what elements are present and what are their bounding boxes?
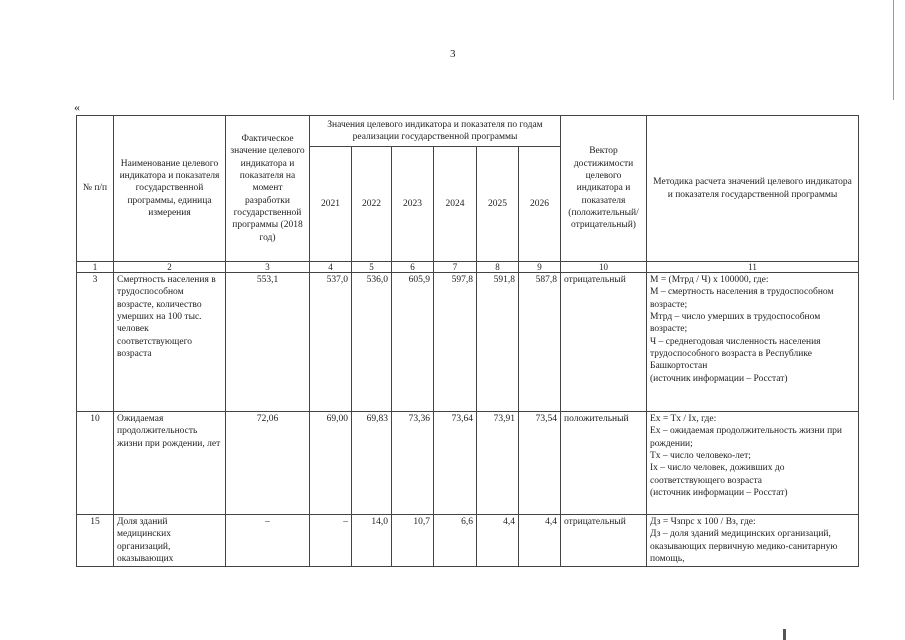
- fact-value: 553,1: [226, 273, 310, 412]
- year-value: 4,4: [477, 515, 519, 567]
- method-line: Мтрд – число умерших в трудоспособном возрасте;: [650, 312, 821, 335]
- fact-value: 72,06: [226, 412, 310, 515]
- method-description: [647, 412, 859, 515]
- method-line: Ix – число человек, доживших до соответствующего возраста: [650, 463, 785, 486]
- method-line: Ex = Tx / Ix, где:: [650, 414, 717, 424]
- column-number: 10: [561, 262, 647, 273]
- header-fact: Фактическое значение целевого индикатора и показателя на момент разработки государственной программы (2018 год): [226, 116, 310, 262]
- header-years-group: Значения целевого индикатора и показателя по годам реализации государственной программы: [310, 116, 561, 147]
- header-year: 2023: [392, 147, 434, 262]
- scan-edge-line: [893, 0, 894, 100]
- method-line: Дз = Чзпрс х 100 / Вз, где:: [650, 517, 756, 527]
- year-value: 73,64: [434, 412, 477, 515]
- column-numbers-row: [77, 262, 859, 273]
- method-line: Дз – доля зданий медицинских организаций, оказывающих первичную медико-санитарную помощь,: [650, 529, 838, 565]
- header-year: 2025: [477, 147, 519, 262]
- method-description: [647, 273, 859, 412]
- year-value: 73,91: [477, 412, 519, 515]
- column-number: 9: [519, 262, 561, 273]
- indicators-table: [76, 115, 859, 567]
- year-value: –: [310, 515, 352, 567]
- column-number: 6: [392, 262, 434, 273]
- header-vector: Вектор достижимости целевого индикатора и показателя (положительный/ отрицательный): [561, 116, 647, 262]
- row-number: 10: [77, 412, 114, 515]
- method-line: М = (Мтрд / Ч) х 100000, где:: [650, 275, 769, 285]
- column-number: 1: [77, 262, 114, 273]
- table-row: [77, 515, 859, 567]
- method-line: (источник информации – Росстат): [650, 373, 788, 384]
- year-value: 591,8: [477, 273, 519, 412]
- vector-value: отрицательный: [561, 273, 647, 412]
- column-number: 7: [434, 262, 477, 273]
- column-number: 8: [477, 262, 519, 273]
- indicator-name: Смертность населения в трудоспособном возрасте, количество умерших на 100 тыс. человек соответствующего возраста: [114, 273, 226, 412]
- indicator-name: Ожидаемая продолжительность жизни при рождении, лет: [114, 412, 226, 515]
- year-value: 536,0: [352, 273, 392, 412]
- header-method: Методика расчета значений целевого индикатора и показателя государственной программы: [647, 116, 859, 262]
- method-line: М – смертность населения в трудоспособном возрасте;: [650, 287, 834, 310]
- table-row: [77, 273, 859, 412]
- header-row: [77, 116, 859, 147]
- year-value: 69,83: [352, 412, 392, 515]
- year-value: 537,0: [310, 273, 352, 412]
- row-number: 3: [77, 273, 114, 412]
- year-value: 10,7: [392, 515, 434, 567]
- opening-quote-mark: «: [74, 100, 80, 114]
- column-number: 3: [226, 262, 310, 273]
- header-name: Наименование целевого индикатора и показателя государственной программы, единица измерения: [114, 116, 226, 262]
- column-number: 5: [352, 262, 392, 273]
- vector-value: положительный: [561, 412, 647, 515]
- header-year: 2022: [352, 147, 392, 262]
- year-value: 4,4: [519, 515, 561, 567]
- year-value: 6,6: [434, 515, 477, 567]
- method-line: Tx – число человеко-лет;: [650, 451, 751, 462]
- header-year: 2021: [310, 147, 352, 262]
- header-year: 2024: [434, 147, 477, 262]
- page-number: 3: [450, 48, 456, 60]
- indicator-name: Доля зданий медицинских организаций, оказывающих: [114, 515, 226, 567]
- scan-mark: [783, 629, 786, 640]
- year-value: 73,36: [392, 412, 434, 515]
- year-value: 14,0: [352, 515, 392, 567]
- column-number: 2: [114, 262, 226, 273]
- method-description: [647, 515, 859, 567]
- header-num: № п/п: [77, 116, 114, 262]
- method-line: Ч – среднегодовая численность населения трудоспособного возраста в Республике Башкортостан: [650, 336, 821, 372]
- method-line: (источник информации – Росстат): [650, 488, 788, 499]
- vector-value: отрицательный: [561, 515, 647, 567]
- year-value: 597,8: [434, 273, 477, 412]
- year-value: 73,54: [519, 412, 561, 515]
- column-number: 11: [647, 262, 859, 273]
- fact-value: –: [226, 515, 310, 567]
- year-value: 605,9: [392, 273, 434, 412]
- year-value: 587,8: [519, 273, 561, 412]
- year-value: 69,00: [310, 412, 352, 515]
- header-year: 2026: [519, 147, 561, 262]
- method-line: Ex – ожидаемая продолжительность жизни при рождении;: [650, 426, 842, 449]
- row-number: 15: [77, 515, 114, 567]
- table-row: [77, 412, 859, 515]
- column-number: 4: [310, 262, 352, 273]
